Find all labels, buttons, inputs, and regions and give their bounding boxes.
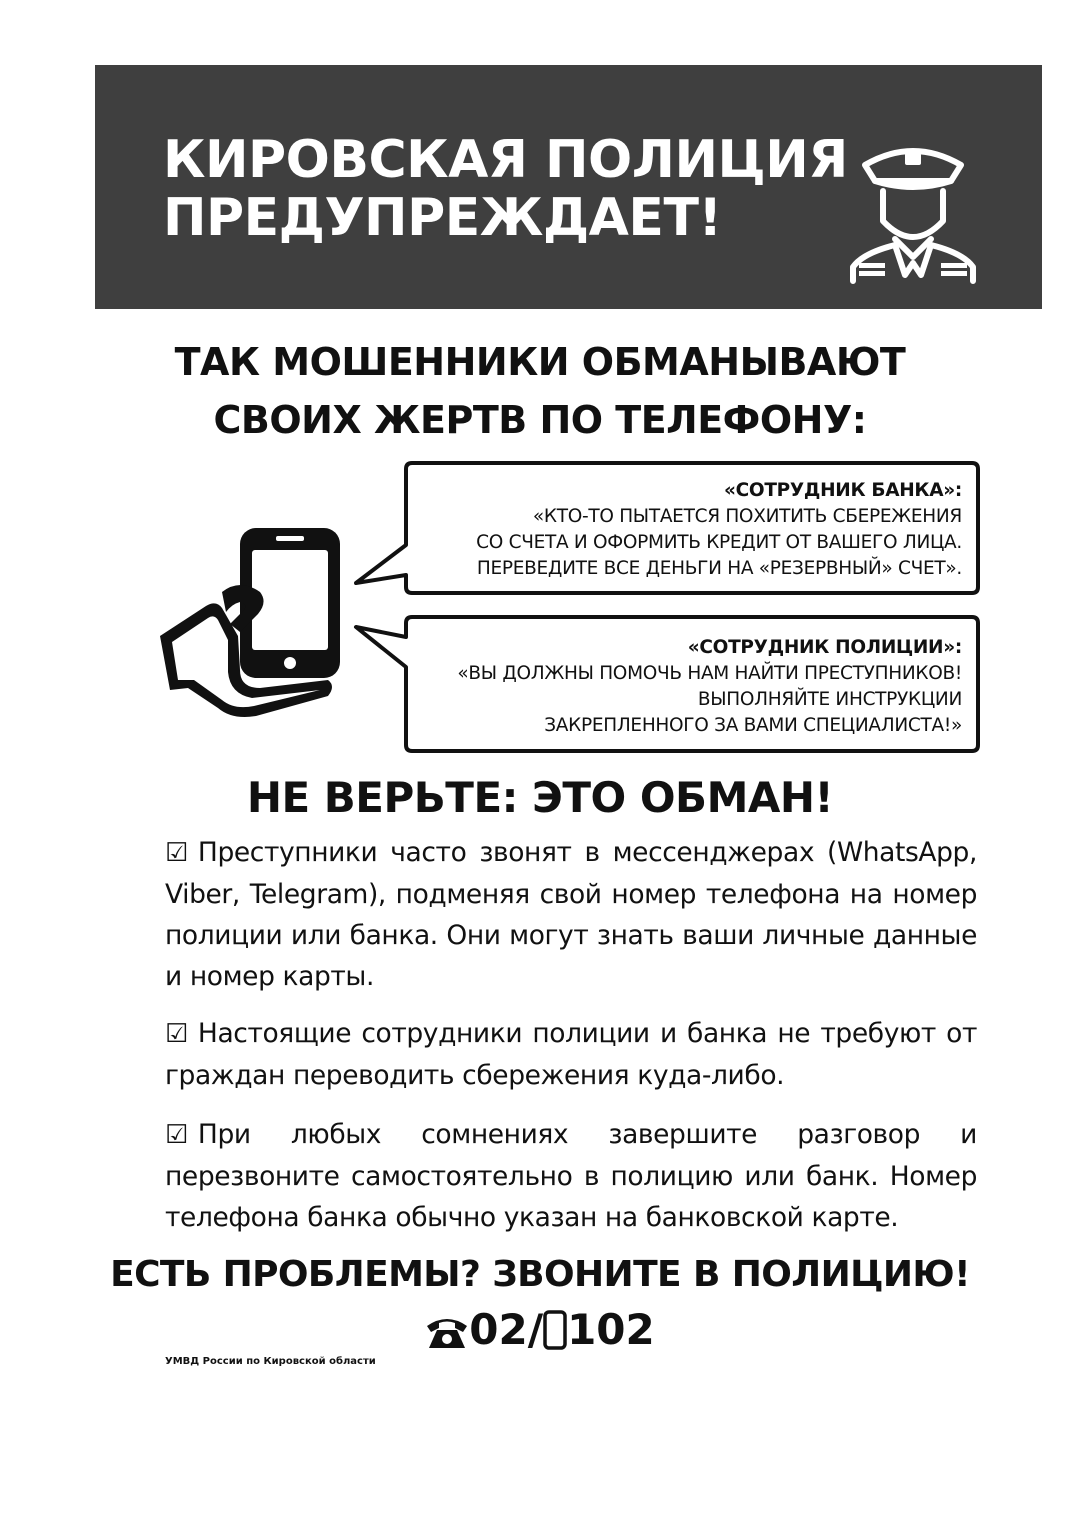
bubble-police-line: ВЫПОЛНЯЙТЕ ИНСТРУКЦИИ [697, 689, 962, 710]
bubble-police [420, 635, 962, 739]
bubble-bank-line: СО СЧЕТА И ОФОРМИТЬ КРЕДИТ ОТ ВАШЕГО ЛИЦА. [476, 532, 962, 553]
bubble-police-line: «ВЫ ДОЛЖНЫ ПОМОЧЬ НАМ НАЙТИ ПРЕСТУПНИКОВ! [457, 663, 962, 684]
bubble-bank [420, 478, 962, 582]
bubble-bank-line: ПЕРЕВЕДИТЕ ВСЕ ДЕНЬГИ НА «РЕЗЕРВНЫЙ» СЧЕТ». [476, 558, 962, 579]
mobile-number: 102 [567, 1305, 655, 1354]
tip-text: При любых сомнениях завершите разговор и перезвоните самостоятельно в полицию или банк. Номер телефона банка обычно указан на банковской карте. [165, 1119, 977, 1233]
number-separator: / [527, 1305, 544, 1354]
tip-text: Настоящие сотрудники полиции и банка не требуют от граждан переводить сбережения куда-либо. [165, 1018, 977, 1091]
bubble-bank-line: «КТО-ТО ПЫТАЕТСЯ ПОХИТИТЬ СБЕРЕЖЕНИЯ [532, 506, 962, 527]
tip-text: Преступники часто звонят в мессенджерах (WhatsApp, Viber, Telegram), подменяя свой номер телефона на номер полиции или банка. Они могут знать ваши личные данные и номер карты. [165, 837, 977, 992]
tip-item [165, 1013, 977, 1096]
checkbox-checked-icon: ☑ [165, 1120, 188, 1150]
mobile-phone-icon [543, 1310, 567, 1350]
tip-item [165, 832, 977, 997]
header-title [163, 131, 848, 247]
hand-holding-phone-icon [160, 520, 360, 720]
checkbox-checked-icon: ☑ [165, 1019, 188, 1049]
warning-heading: НЕ ВЕРЬТЕ: ЭТО ОБМАН! [246, 773, 834, 822]
header-title-line2: ПРЕДУПРЕЖДАЕТ! [163, 188, 722, 248]
subtitle-line1: ТАК МОШЕННИКИ ОБМАНЫВАЮТ [174, 340, 906, 384]
subtitle [0, 333, 1080, 449]
police-officer-icon [843, 135, 983, 285]
telephone-icon [425, 1312, 469, 1350]
emergency-numbers [0, 1302, 1080, 1358]
footer-org: УМВД России по Кировской области [165, 1356, 376, 1367]
tip-item [165, 1114, 977, 1238]
header-title-line1: КИРОВСКАЯ ПОЛИЦИЯ [163, 130, 848, 190]
bubble-police-line: ЗАКРЕПЛЕННОГО ЗА ВАМИ СПЕЦИАЛИСТА!» [544, 715, 962, 736]
subtitle-line2: СВОИХ ЖЕРТВ ПО ТЕЛЕФОНУ: [213, 398, 867, 442]
bubble-police-speaker: «СОТРУДНИК ПОЛИЦИИ»: [687, 637, 962, 658]
call-to-action: ЕСТЬ ПРОБЛЕМЫ? ЗВОНИТЕ В ПОЛИЦИЮ! [110, 1254, 970, 1295]
bubble-bank-speaker: «СОТРУДНИК БАНКА»: [724, 480, 962, 501]
checkbox-checked-icon: ☑ [165, 838, 188, 868]
landline-number: 02 [469, 1305, 528, 1354]
header-banner [95, 65, 1042, 309]
